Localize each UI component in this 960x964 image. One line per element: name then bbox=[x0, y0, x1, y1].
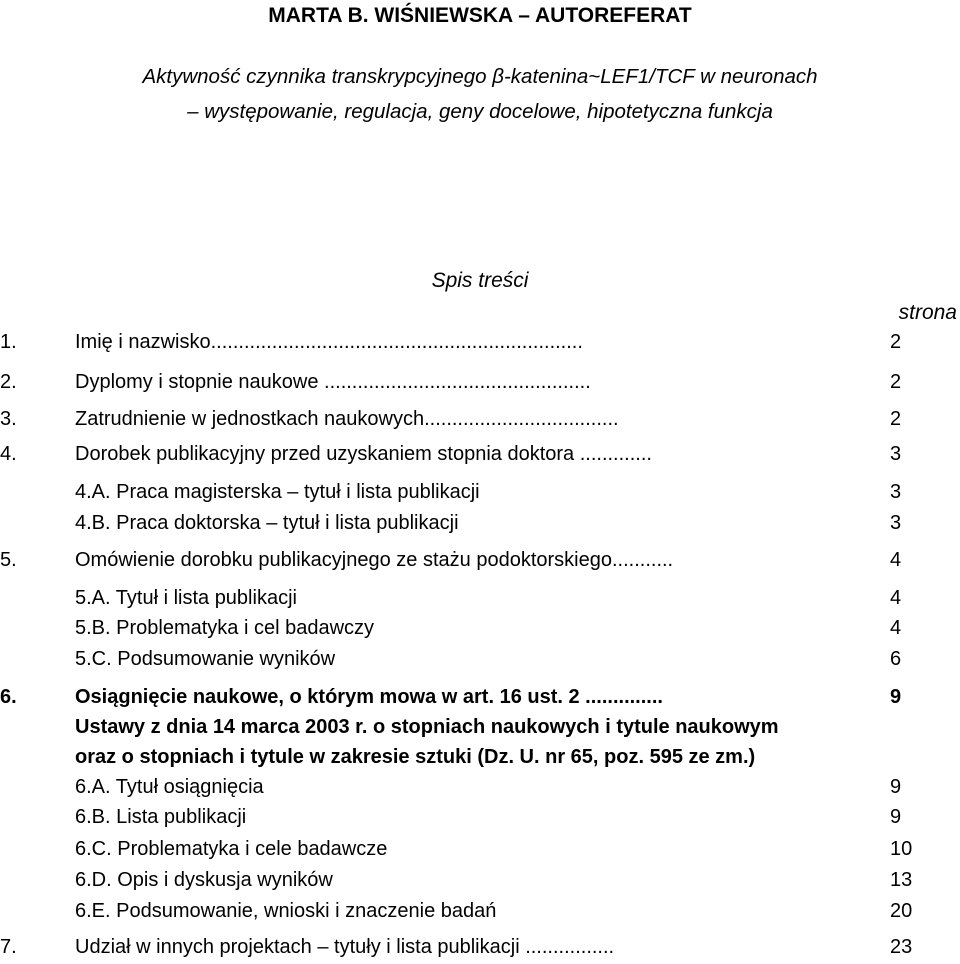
toc-entry bbox=[0, 404, 960, 434]
document-title: MARTA B. WIŚNIEWSKA – AUTOREFERAT bbox=[268, 4, 692, 27]
toc-entry-text bbox=[75, 545, 673, 575]
toc-entry-label: 6.A. Tytuł osiągnięcia bbox=[75, 776, 264, 798]
toc-entry-label: 5.B. Problematyka i cel badawczy bbox=[75, 617, 375, 639]
toc-entry bbox=[0, 682, 960, 712]
toc-entry-label: 5.C. Podsumowanie wyników bbox=[75, 648, 336, 670]
toc-entry-label: 6.C. Problematyka i cele badawcze bbox=[75, 838, 388, 860]
toc-entry-continuation: Ustawy z dnia 14 marca 2003 r. o stopniach naukowych i tytule naukowym bbox=[75, 716, 779, 738]
toc-entry-label: 5.A. Tytuł i lista publikacji bbox=[75, 587, 297, 609]
toc-entry bbox=[0, 644, 960, 674]
toc-entry-label: Omówienie dorobku publikacyjnego ze stażu podoktorskiego bbox=[75, 549, 612, 571]
toc-entry bbox=[0, 439, 960, 469]
toc-entry bbox=[0, 932, 960, 962]
toc-entry-label: 6.D. Opis i dyskusja wyników bbox=[75, 869, 333, 891]
page-column-label: strona bbox=[898, 301, 957, 324]
toc-entry-label: Dorobek publikacyjny przed uzyskaniem stopnia doktora bbox=[75, 443, 575, 465]
toc-entry-text bbox=[75, 477, 480, 507]
toc-entry-label: 4.B. Praca doktorska – tytuł i lista publikacji bbox=[75, 512, 459, 534]
toc-entry-page-number: 6 bbox=[890, 648, 902, 670]
subtitle-line-1: Aktywność czynnika transkrypcyjnego β-katenina~LEF1/TCF w neuronach bbox=[142, 65, 818, 88]
toc-entry-page-number: 20 bbox=[890, 900, 913, 922]
toc-entry-text bbox=[75, 613, 374, 643]
toc-entry-page-number: 3 bbox=[890, 512, 902, 534]
toc-entry bbox=[0, 834, 960, 864]
toc-entry-text bbox=[75, 327, 583, 357]
toc-entry-page-number: 23 bbox=[890, 936, 913, 958]
toc-entry-text bbox=[75, 439, 652, 469]
toc-entry-page-number: 3 bbox=[890, 443, 902, 465]
toc-entry-text bbox=[75, 404, 619, 434]
toc-entry-text bbox=[75, 932, 614, 962]
toc-entry-label: Osiągnięcie naukowe, o którym mowa w art. 16 ust. 2 bbox=[75, 686, 580, 708]
toc-entry-leader-dots: ........... bbox=[611, 549, 674, 571]
toc-entry-number: 1. bbox=[0, 331, 17, 353]
toc-entry bbox=[0, 583, 960, 613]
toc-entry-page-number: 2 bbox=[890, 331, 902, 353]
toc-entry-leader-dots: ................ bbox=[519, 936, 615, 958]
toc-entry-number: 2. bbox=[0, 371, 17, 393]
toc-entry-text bbox=[75, 834, 387, 864]
toc-entry-number: 3. bbox=[0, 408, 17, 430]
toc-entry-label: 4.A. Praca magisterska – tytuł i lista publikacji bbox=[75, 481, 480, 503]
toc-entry-number: 7. bbox=[0, 936, 17, 958]
toc-entry-text bbox=[75, 583, 297, 613]
toc-entry-text bbox=[75, 865, 333, 895]
toc-entry-number: 4. bbox=[0, 443, 17, 465]
toc-title: Spis treści bbox=[431, 269, 529, 292]
toc-entry bbox=[0, 613, 960, 643]
toc-entry-label: 6.B. Lista publikacji bbox=[75, 806, 247, 828]
toc-entry bbox=[0, 367, 960, 397]
toc-entry bbox=[0, 802, 960, 832]
toc-entry-page-number: 2 bbox=[890, 371, 902, 393]
toc-entry-label: Imię i nazwisko bbox=[75, 331, 211, 353]
toc-entry-page-number: 10 bbox=[890, 838, 913, 860]
toc-entry-page-number: 9 bbox=[890, 806, 902, 828]
toc-entry-leader-dots: .............. bbox=[579, 686, 663, 708]
toc-entry-page-number: 3 bbox=[890, 481, 902, 503]
toc-entry-label: Udział w innych projektach – tytuły i lista publikacji bbox=[75, 936, 520, 958]
toc-entry-text bbox=[75, 896, 496, 926]
toc-entry-text bbox=[75, 682, 663, 712]
toc-entry-page-number: 4 bbox=[890, 587, 902, 609]
subtitle-line-2: – występowanie, regulacja, geny docelowe, hipotetyczna funkcja bbox=[187, 100, 773, 123]
toc-entry-continuation: oraz o stopniach i tytule w zakresie sztuki (Dz. U. nr 65, poz. 595 ze zm.) bbox=[75, 746, 756, 768]
toc-entry bbox=[0, 896, 960, 926]
toc-entry-leader-dots: ................................................................... bbox=[210, 331, 583, 353]
toc-entry bbox=[0, 477, 960, 507]
toc-entry-text bbox=[75, 772, 264, 802]
toc-entry-page-number: 9 bbox=[890, 776, 902, 798]
toc-entry-label: Zatrudnienie w jednostkach naukowych bbox=[75, 408, 425, 430]
toc-entry-label: Dyplomy i stopnie naukowe bbox=[75, 371, 319, 393]
toc-entry-number: 5. bbox=[0, 549, 17, 571]
toc-entry-page-number: 4 bbox=[890, 617, 902, 639]
toc-entry-text bbox=[75, 367, 591, 397]
toc-entry bbox=[0, 545, 960, 575]
toc-entry-label: 6.E. Podsumowanie, wnioski i znaczenie badań bbox=[75, 900, 497, 922]
toc-entry-page-number: 4 bbox=[890, 549, 902, 571]
toc-entry-page-number: 13 bbox=[890, 869, 913, 891]
toc-entry-leader-dots: ................................... bbox=[424, 408, 619, 430]
toc-entry-number: 6. bbox=[0, 686, 17, 708]
toc-entry-page-number: 9 bbox=[890, 686, 902, 708]
toc-entry bbox=[0, 327, 960, 357]
toc-entry-text bbox=[75, 508, 459, 538]
toc-entry bbox=[0, 772, 960, 802]
toc-entry-leader-dots: ................................................ bbox=[318, 371, 591, 393]
toc-entry-page-number: 2 bbox=[890, 408, 902, 430]
toc-entry-leader-dots: ............. bbox=[574, 443, 652, 465]
toc-entry bbox=[0, 508, 960, 538]
toc-entry-text bbox=[75, 802, 246, 832]
toc-entry bbox=[0, 865, 960, 895]
toc-entry-text bbox=[75, 644, 335, 674]
